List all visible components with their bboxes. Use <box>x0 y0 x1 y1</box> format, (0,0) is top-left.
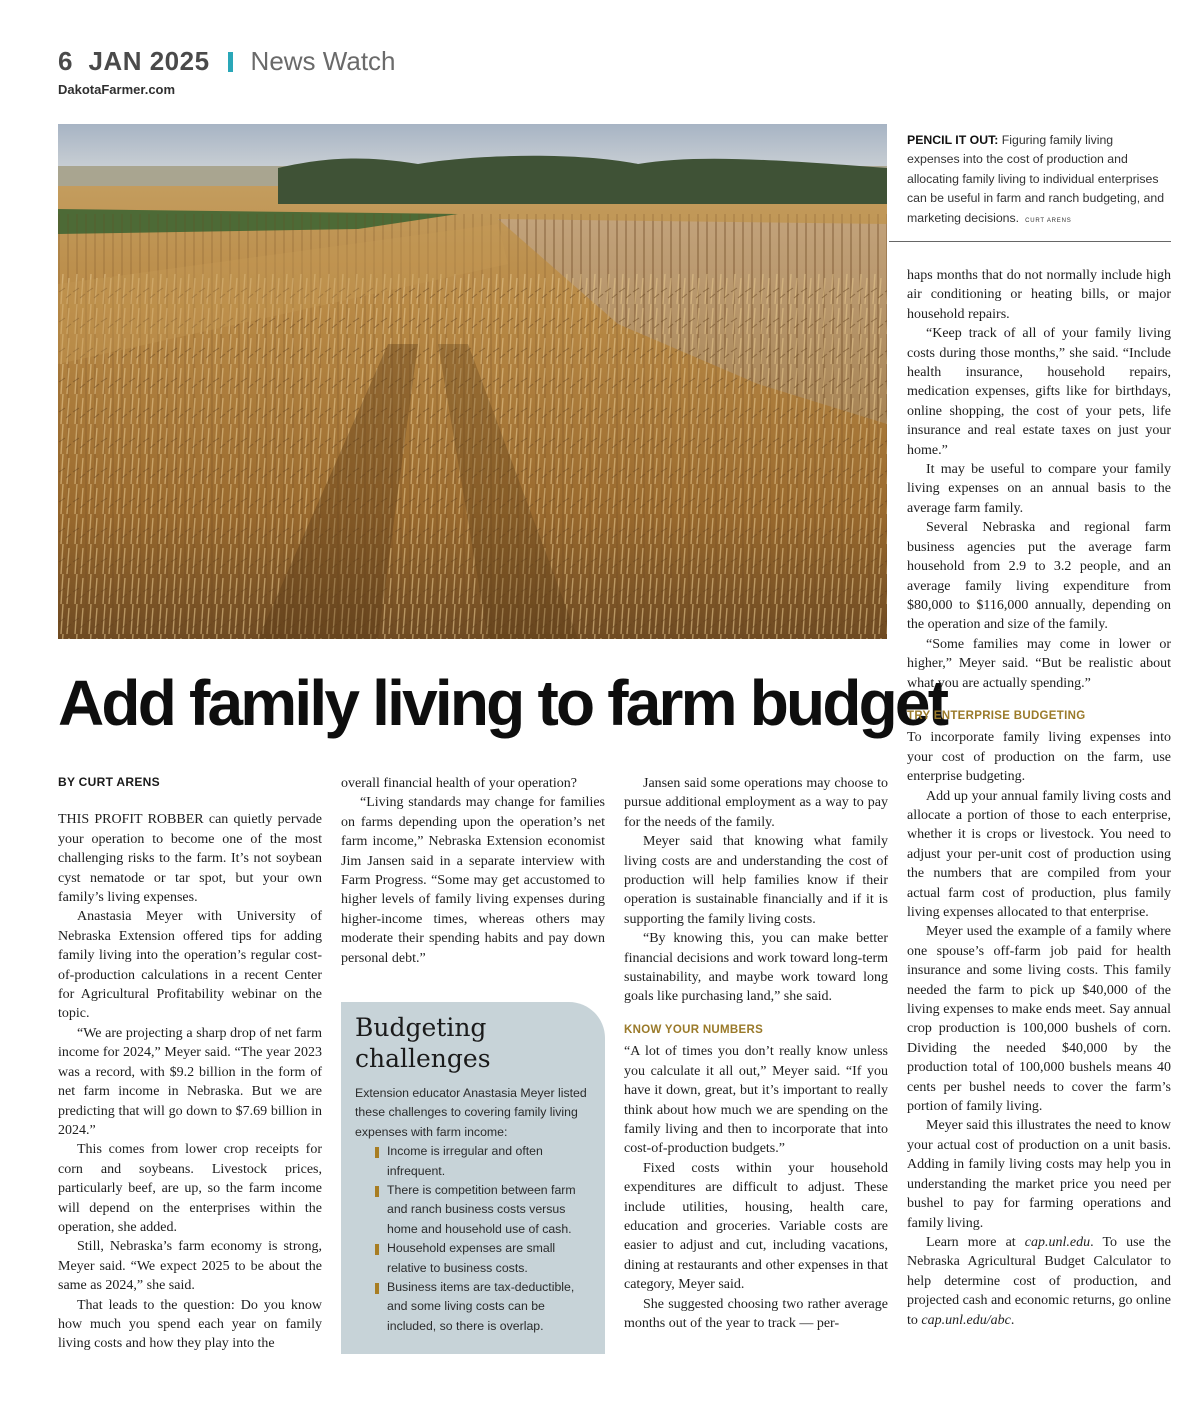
budget-calculator-link[interactable]: cap.unl.edu/abc <box>921 1312 1011 1328</box>
list-item: Business items are tax-deductible, and some living costs can be included, so there is overlap. <box>355 1278 591 1336</box>
subhead-know-your-numbers: KNOW YOUR NUMBERS <box>624 1023 764 1036</box>
section-name: News Watch <box>250 46 396 76</box>
paragraph: “Some families may come in lower or higher,” Meyer said. “But be realistic about what you are actually spending.” <box>907 636 1171 691</box>
closing-paragraph: Learn more at cap.unl.edu. To use the Nebraska Agricultural Budget Calculator to help determine cost of production, and projected cash and economic returns, go online to cap.unl.edu/abc. <box>907 1234 1171 1328</box>
caption-divider <box>889 241 1171 242</box>
budgeting-challenges-sidebar <box>341 1002 605 1354</box>
subhead-try-enterprise-budgeting: TRY ENTERPRISE BUDGETING <box>907 709 1086 722</box>
paragraph: This comes from lower crop receipts for corn and soybeans. Livestock prices, particularly beef, are up, so the farm income will depend on the enterprises within the operation, she added. <box>58 1142 322 1235</box>
paragraph: That leads to the question: Do you know how much you spend each year on family living costs and how they play into the <box>58 1297 322 1352</box>
article-headline: Add family living to farm budget <box>58 667 947 739</box>
caption-text: Figuring family living expenses into the cost of production and allocating family living to individual enterprises can be useful in farm and ranch budgeting, and marketing decisions. <box>907 133 1165 225</box>
paragraph: She suggested choosing two rather average months out of the year to track — per- <box>624 1296 888 1331</box>
sidebar-intro: Extension educator Anastasia Meyer listed these challenges to covering family living expenses with farm income: <box>355 1086 587 1139</box>
caption-lead: PENCIL IT OUT: <box>907 133 999 147</box>
page-number: 6 <box>58 46 73 76</box>
cornfield-photo <box>58 124 887 639</box>
paragraph: THIS PROFIT ROBBER can quietly pervade your operation to become one of the most challenging risks to the farm. It’s not soybean cyst nematode or tar spot, but your own family’s living expenses. <box>58 812 322 906</box>
bullet-icon <box>375 1244 379 1255</box>
paragraph: Meyer said that knowing what family living costs are and understanding the cost of production will help families know if their operation is sustainable financially and if it is supporting the family living costs. <box>624 834 888 927</box>
issue-date: JAN 2025 <box>88 46 210 76</box>
article-column-2 <box>341 774 605 968</box>
paragraph: “By knowing this, you can make better financial decisions and work toward long-term sustainability, and maybe work toward long goals like purchasing land,” she said. <box>624 931 888 1005</box>
list-item: Income is irregular and often infrequent. <box>355 1142 591 1181</box>
article-column-4 <box>907 266 1171 1330</box>
byline: BY CURT ARENS <box>58 775 160 789</box>
photo-credit: CURT ARENS <box>1025 217 1072 224</box>
folio-divider <box>228 52 233 72</box>
paragraph: Jansen said some operations may choose to pursue additional employment as a way to pay for the needs of the family. <box>624 776 888 830</box>
list-item: There is competition between farm and ranch business costs versus home and household use of cash. <box>355 1181 591 1239</box>
paragraph: overall financial health of your operation? <box>341 776 577 791</box>
bullet-icon <box>375 1283 379 1294</box>
list-item: Household expenses are small relative to business costs. <box>355 1239 591 1278</box>
paragraph: Still, Nebraska’s farm economy is strong, Meyer said. “We expect 2025 to be about the same as 2024,” she said. <box>58 1239 322 1294</box>
paragraph: Anastasia Meyer with University of Nebraska Extension offered tips for adding family living into the operation’s regular cost-of-production calculations in a recent Center for Agricultural Profitability webinar on the topic. <box>58 909 322 1022</box>
paragraph: haps months that do not normally include high air conditioning or heating bills, or major household repairs. <box>907 268 1171 322</box>
bullet-icon <box>375 1186 379 1197</box>
paragraph: “A lot of times you don’t really know unless you calculate it all out,” Meyer said. “If you have it down, great, but it’s important to really think about how much we are spending on the family living and then to incorporate that into cost-of-production budgets.” <box>624 1044 888 1157</box>
paragraph: Meyer said this illustrates the need to know your actual cost of production on a unit basis. Adding in family living costs may help you in understanding the market price you need per bushel to pay for farming operations and family living. <box>907 1118 1171 1231</box>
photo-caption <box>907 131 1169 231</box>
challenges-list <box>355 1142 591 1336</box>
article-column-1 <box>58 773 322 1354</box>
paragraph: To incorporate family living expenses into your cost of production on the farm, use enterprise budgeting. <box>907 730 1171 785</box>
bullet-icon <box>375 1147 379 1158</box>
sidebar-title: Budgeting challenges <box>355 1013 491 1073</box>
website-link[interactable]: DakotaFarmer.com <box>58 82 176 97</box>
paragraph: “Living standards may change for families on farms depending upon the operation’s net farm income,” Nebraska Extension economist Jim Jansen said in a separate interview with Farm Progress. “Some may get accustomed to higher levels of family living expenses during higher-income times, whereas others may moderate their spending habits and pay down personal debt.” <box>341 795 605 966</box>
paragraph: Meyer used the example of a family where one spouse’s off-farm job paid for health insurance and some living costs. This family needed the farm to pick up $40,000 of the living expenses to make ends meet. Say annual crop production is 100,000 bushels of corn. Dividing the needed $40,000 by the production total of 100,000 bushels means 40 cents per bushel needs to cover the farm’s portion of family living. <box>907 924 1171 1115</box>
paragraph: Add up your annual family living costs and allocate a portion of those to each enterprise, whether it is crops or livestock. You need to adjust your per-unit cost of production using the numbers that are compiled from your actual farm cost of production, plus family living expenses allocated to that enterprise. <box>907 788 1171 920</box>
article-column-3 <box>624 774 888 1333</box>
page-folio <box>58 46 396 77</box>
paragraph: “Keep track of all of your family living costs during those months,” she said. “Include health insurance, household repairs, medication expenses, gifts like for birthdays, online shopping, the cost of your pets, life insurance and real estate taxes on just your home.” <box>907 326 1171 458</box>
paragraph: Fixed costs within your household expenditures are difficult to adjust. These include utilities, housing, health care, education and groceries. Variable costs are easier to adjust and cut, including vacations, dining at restaurants and other expenses in that category, Meyer said. <box>624 1160 888 1293</box>
cap-link[interactable]: cap.unl.edu <box>1024 1234 1091 1250</box>
paragraph: “We are projecting a sharp drop of net farm income for 2024,” Meyer said. “The year 2023 was a record, with $9.2 billion in the form of net farm income in Nebraska. But we are predicting that will go down to $7.69 billion in 2024.” <box>58 1025 322 1138</box>
paragraph: Several Nebraska and regional farm business agencies put the average farm household from 2.9 to 3.2 people, and an average family living expenditure from $80,000 to $116,000 annually, depending on the operation and size of the family. <box>907 520 1171 633</box>
paragraph: It may be useful to compare your family living expenses on an annual basis to the average farm family. <box>907 462 1171 516</box>
